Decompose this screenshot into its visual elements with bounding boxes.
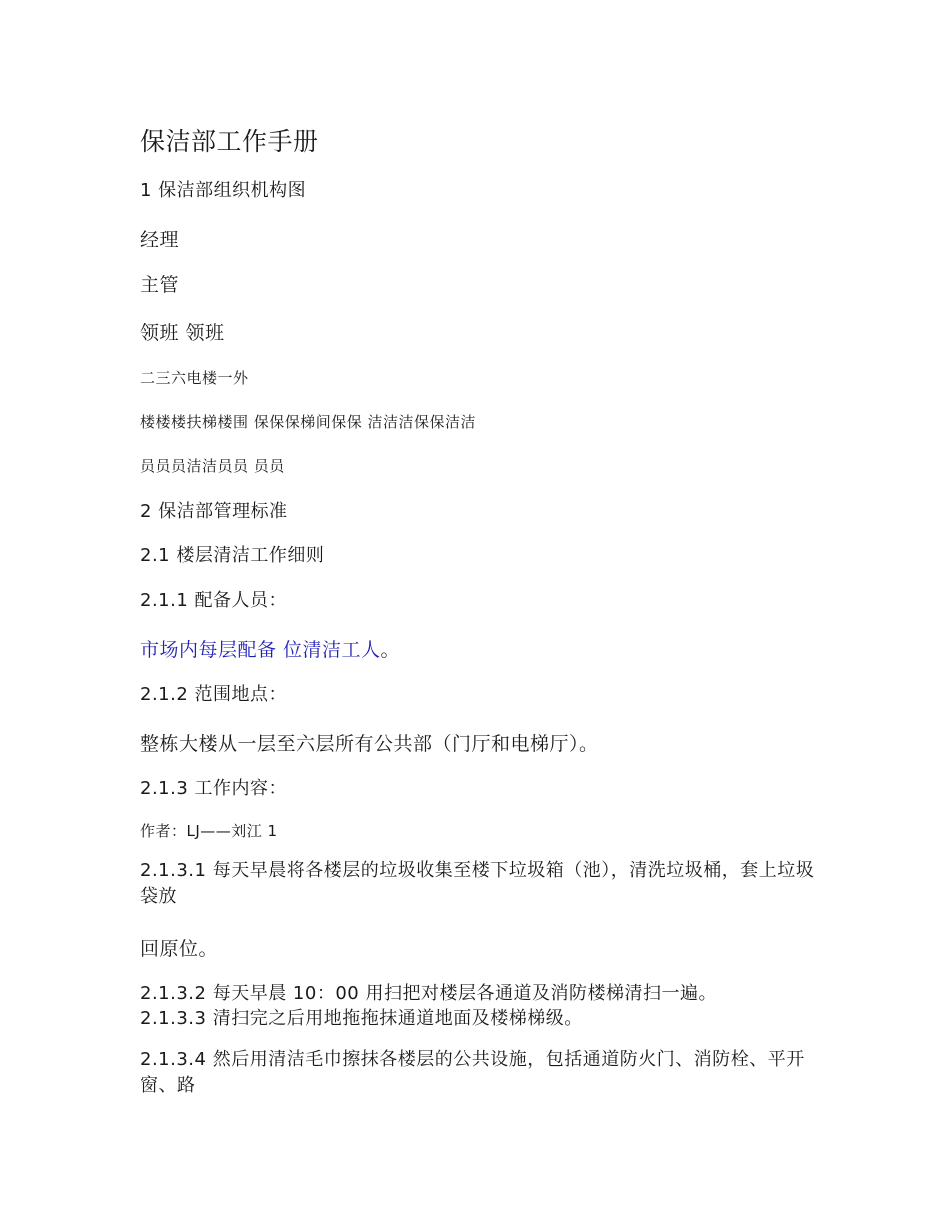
page-title: 保洁部工作手册 [140, 127, 319, 156]
task-paragraph: 2.1.3.3 清扫完之后用地拖拖抹通道地面及楼梯梯级。 [140, 1008, 583, 1029]
staffing-paragraph [140, 635, 400, 662]
org-chart-team-leaders: 领班 领班 [140, 322, 225, 344]
subsection-heading: 2.1 楼层清洁工作细则 [140, 545, 325, 566]
task-paragraph: 2.1.3.2 每天早晨 10：00 用扫把对楼层各通道及消防楼梯清扫一遍。 [140, 983, 717, 1004]
staffing-period: 。 [380, 639, 401, 661]
org-chart-row-2: 楼楼楼扶梯楼围 保保保梯间保保 洁洁洁保保洁洁 [140, 413, 477, 431]
org-chart-row-1: 二三六电楼一外 [140, 369, 249, 387]
org-chart-supervisor: 主管 [140, 274, 180, 296]
item-heading: 2.1.3 工作内容： [140, 778, 288, 799]
task-paragraph: 2.1.3.4 然后用清洁毛巾擦抹各楼层的公共设施，包括通道防火门、消防栓、平开窗、路 [140, 1049, 805, 1096]
author-line: 作者：LJ——刘江 1 [140, 822, 278, 840]
org-chart-row-3: 员员员洁洁员员 员员 [140, 457, 285, 475]
item-heading: 2.1.1 配备人员： [140, 590, 288, 611]
org-chart-manager: 经理 [140, 229, 180, 251]
staffing-text: 市场内每层配备 位清洁工人 [140, 639, 381, 661]
section-heading: 2 保洁部管理标准 [140, 501, 288, 522]
section-heading: 1 保洁部组织机构图 [140, 180, 307, 201]
scope-paragraph: 整栋大楼从一层至六层所有公共部（门厅和电梯厅）。 [140, 733, 599, 755]
task-paragraph-continued: 回原位。 [140, 938, 219, 960]
item-heading: 2.1.2 范围地点： [140, 684, 288, 705]
task-paragraph: 2.1.3.1 每天早晨将各楼层的垃圾收集至楼下垃圾箱（池），清洗垃圾桶，套上垃圾袋放 [140, 860, 815, 907]
